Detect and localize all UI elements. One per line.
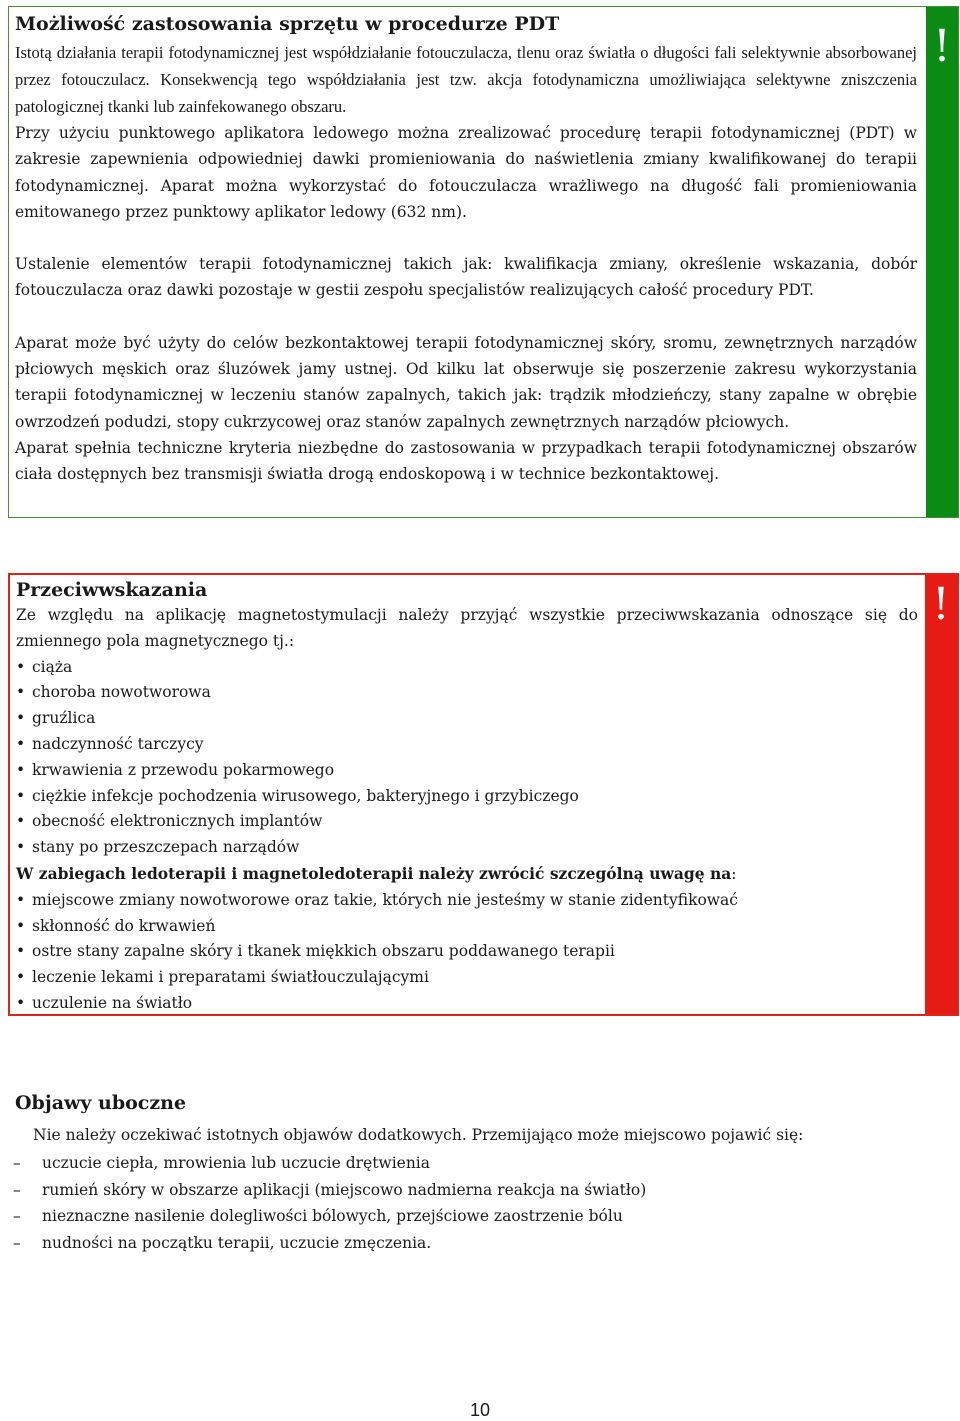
exclamation-icon: ! bbox=[932, 579, 950, 630]
list-item-text: uczucie ciepła, mrowienia lub uczucie drętwienia bbox=[42, 1154, 430, 1172]
special-care-colon: : bbox=[731, 864, 737, 883]
list-item bbox=[16, 888, 918, 914]
list-item-text: stany po przeszczepach narządów bbox=[32, 838, 300, 857]
side-effects-list bbox=[13, 1150, 913, 1256]
pdt-warning-bar bbox=[926, 7, 958, 517]
bullet-icon: • bbox=[16, 734, 26, 753]
bullet-icon: • bbox=[16, 942, 26, 961]
list-item bbox=[13, 1203, 913, 1230]
bullet-icon: • bbox=[16, 993, 26, 1012]
exclamation-icon: ! bbox=[933, 21, 951, 72]
list-item bbox=[16, 680, 918, 706]
list-item-text: skłonność do krwawień bbox=[32, 916, 216, 935]
pdt-content bbox=[15, 11, 917, 488]
list-item bbox=[16, 809, 918, 835]
pdt-paragraph-5: Aparat spełnia techniczne kryteria niezbędne do zastosowania w przypadkach terapii fotodynamicznej obszarów ciała dostępnych bez transmisji światła drogą endoskopową i w technice bezkontaktowej. bbox=[15, 438, 917, 484]
bullet-icon: • bbox=[16, 709, 26, 728]
pdt-section bbox=[8, 6, 959, 518]
list-item-text: rumień skóry w obszarze aplikacji (miejscowo nadmierna reakcja na światło) bbox=[42, 1180, 647, 1199]
list-item-text: nadczynność tarczycy bbox=[32, 734, 204, 753]
bullet-icon: • bbox=[16, 683, 26, 702]
dash-icon: – bbox=[13, 1233, 21, 1252]
spacer bbox=[15, 225, 917, 251]
list-item bbox=[13, 1150, 913, 1177]
list-item-text: gruźlica bbox=[32, 709, 96, 728]
bullet-icon: • bbox=[16, 812, 26, 831]
special-care-list bbox=[16, 888, 918, 1017]
special-care-heading-text: W zabiegach ledoterapii i magnetoledoterapii należy zwrócić szczególną uwagę na bbox=[16, 863, 732, 883]
list-item bbox=[16, 835, 918, 861]
list-item-text: obecność elektronicznych implantów bbox=[32, 812, 323, 831]
list-item-text: ciąża bbox=[32, 657, 73, 676]
contraindications-section bbox=[8, 573, 959, 1016]
list-item bbox=[16, 914, 918, 940]
list-item bbox=[16, 965, 918, 991]
pdt-paragraph-2: Przy użyciu punktowego aplikatora ledowego można zrealizować procedurę terapii fotodynamicznej (PDT) w zakresie zapewnienia odpowiedniej dawki promieniowania do naświetlenia zmiany kwalifikowanej do terapii fotodynamicznej. Aparat można wykorzystać do fotouczulacza wrażliwego na długość fali promieniowania emitowanego przez punktowy aplikator ledowy (632 nm). bbox=[15, 124, 917, 221]
pdt-paragraph-1: Istotą działania terapii fotodynamicznej jest współdziałanie fotouczulacza, tlenu oraz światła o długości fali selektywnie absorbowanej przez fotouczulacz. Konsekwencją tego współdziałania jest tzw. akcja fotodynamiczna umożliwiająca selektywne zniszczenia patologicznej tkanki lub zainfekowanego obszaru. bbox=[15, 43, 917, 116]
contraindications-warning-bar bbox=[925, 575, 957, 1014]
list-item-text: uczulenie na światło bbox=[32, 993, 193, 1012]
list-item bbox=[16, 939, 918, 965]
list-item-text: leczenie lekami i preparatami światłouczulającymi bbox=[32, 968, 429, 987]
side-effects-title: Objawy uboczne bbox=[15, 1092, 187, 1114]
bullet-icon: • bbox=[16, 786, 26, 805]
list-item bbox=[16, 732, 918, 758]
list-item bbox=[13, 1230, 913, 1257]
dash-icon: – bbox=[13, 1154, 21, 1172]
bullet-icon: • bbox=[16, 838, 26, 857]
dash-icon: – bbox=[13, 1180, 21, 1199]
bullet-icon: • bbox=[16, 916, 26, 935]
bullet-icon: • bbox=[16, 890, 26, 909]
special-care-heading bbox=[16, 861, 918, 888]
contraindications-title: Przeciwwskazania bbox=[16, 579, 208, 601]
pdt-paragraph-4: Aparat może być użyty do celów bezkontaktowej terapii fotodynamicznej skóry, sromu, zewnętrznych narządów płciowych męskich oraz śluzówek jamy ustnej. Od kilku lat obserwuje się poszerzenie zakresu wykorzystania terapii fotodynamicznej w leczeniu stanów zapalnych, takich jak: trądzik młodzieńczy, stany zapalne w obrębie owrzodzeń podudzi, stopy cukrzycowej oraz stanów zapalnych zewnętrznych narządów płciowych. bbox=[15, 333, 917, 431]
list-item-text: ciężkie infekcje pochodzenia wirusowego, bakteryjnego i grzybiczego bbox=[32, 786, 579, 805]
list-item-text: choroba nowotworowa bbox=[32, 683, 211, 702]
pdt-title: Możliwość zastosowania sprzętu w procedurze PDT bbox=[15, 13, 560, 35]
list-item bbox=[16, 706, 918, 732]
list-item bbox=[16, 991, 918, 1017]
list-item-text: nudności na początku terapii, uczucie zmęczenia. bbox=[42, 1233, 432, 1252]
list-item-text: miejscowe zmiany nowotworowe oraz takie, których nie jesteśmy w stanie zidentyfikować bbox=[32, 890, 738, 909]
bullet-icon: • bbox=[16, 760, 26, 779]
dash-icon: – bbox=[13, 1207, 21, 1225]
contraindications-intro: Ze względu na aplikację magnetostymulacji należy przyjąć wszystkie przeciwwskazania odnoszące się do zmiennego pola magnetycznego tj.: bbox=[16, 606, 918, 650]
spacer bbox=[15, 304, 917, 330]
side-effects-intro: Nie należy oczekiwać istotnych objawów dodatkowych. Przemijająco może miejscowo pojawić się: bbox=[33, 1126, 804, 1144]
bullet-icon: • bbox=[16, 657, 26, 676]
list-item bbox=[13, 1177, 913, 1204]
list-item-text: nieznaczne nasilenie dolegliwości bólowych, przejściowe zaostrzenie bólu bbox=[42, 1207, 623, 1225]
bullet-icon: • bbox=[16, 968, 26, 987]
list-item bbox=[16, 784, 918, 810]
page-number: 10 bbox=[469, 1400, 491, 1420]
pdt-paragraph-3: Ustalenie elementów terapii fotodynamicznej takich jak: kwalifikacja zmiany, określenie wskazania, dobór fotouczulacza oraz dawki pozostaje w gestii zespołu specjalistów realizujących całość procedury PDT. bbox=[15, 255, 917, 300]
list-item bbox=[16, 758, 918, 784]
list-item bbox=[16, 655, 918, 681]
contraindications-list bbox=[16, 655, 918, 861]
contraindications-content bbox=[16, 577, 918, 1017]
list-item-text: krwawienia z przewodu pokarmowego bbox=[32, 760, 335, 779]
list-item-text: ostre stany zapalne skóry i tkanek miękkich obszaru poddawanego terapii bbox=[32, 942, 615, 961]
